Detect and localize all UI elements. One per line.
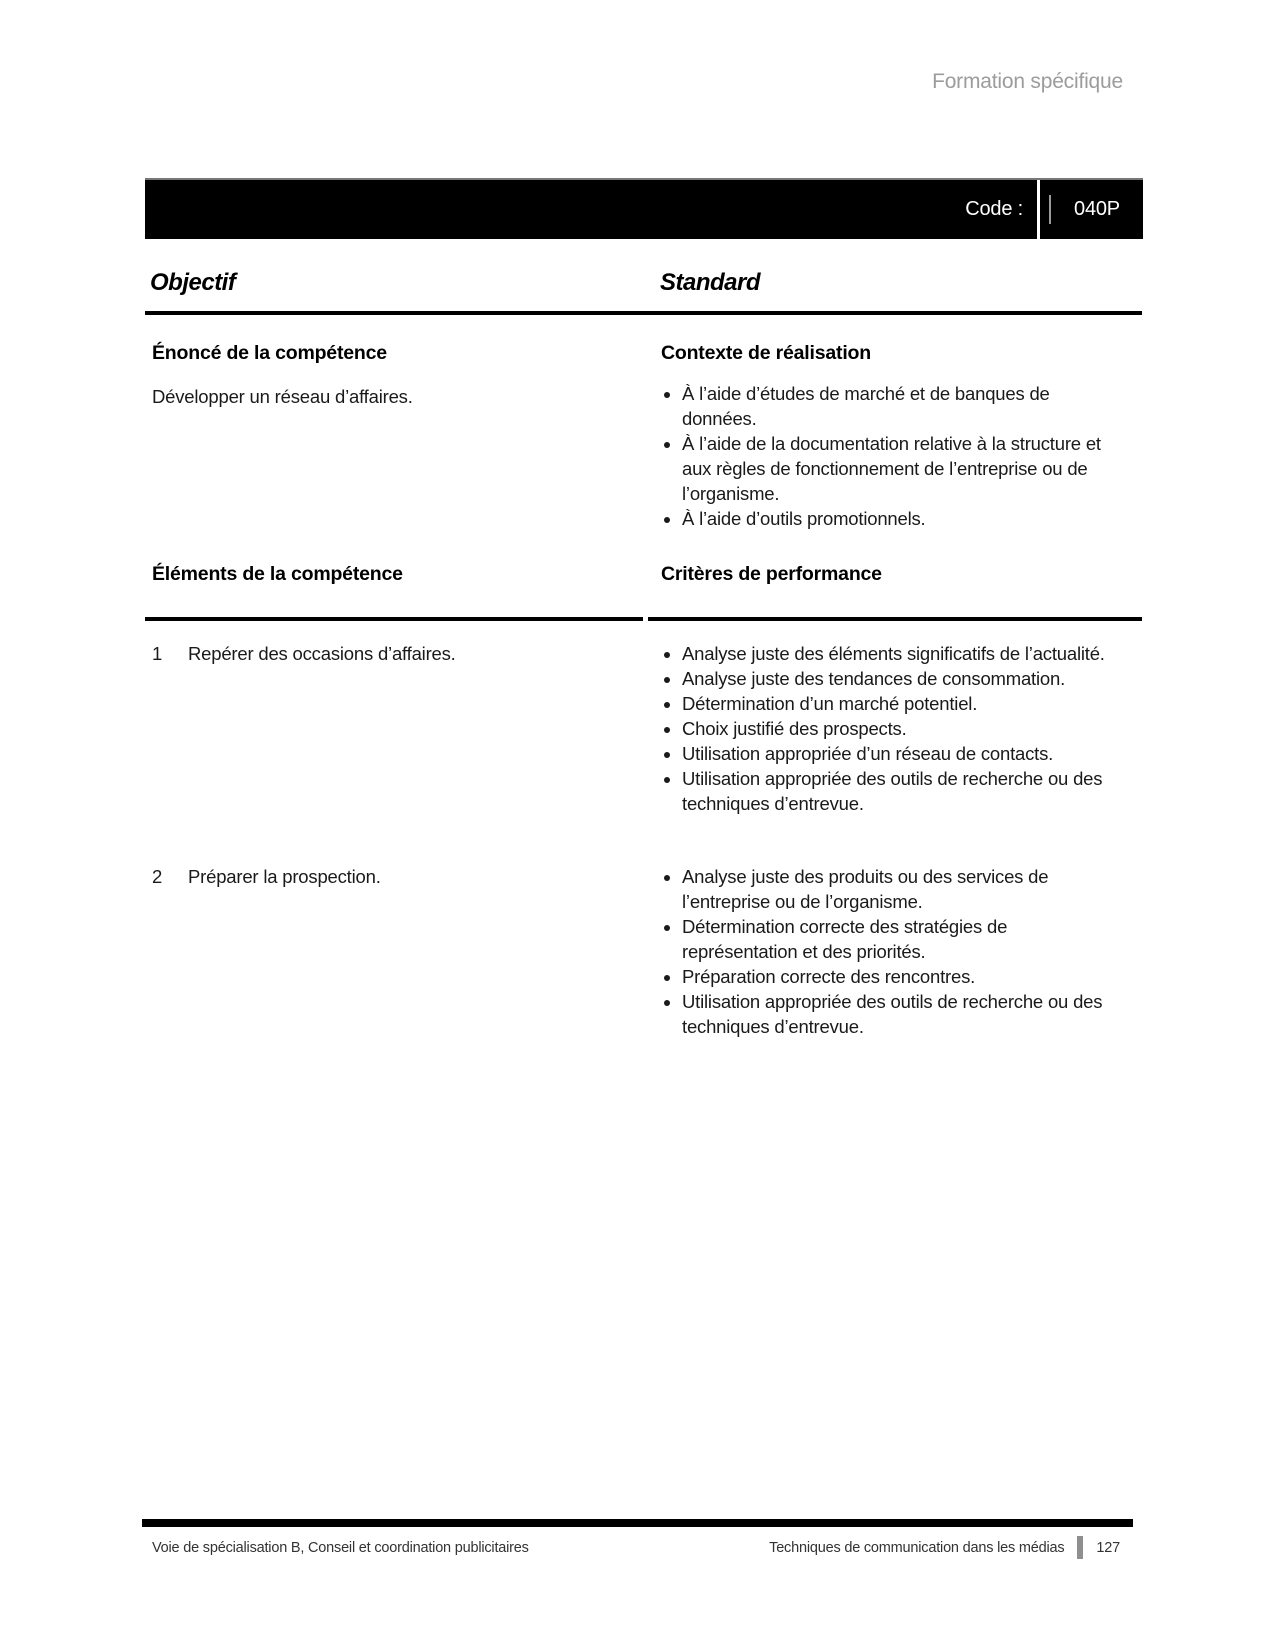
element-number: 2 (152, 866, 163, 887)
elements-rule-left (145, 617, 643, 621)
column-title-standard: Standard (660, 269, 761, 296)
criteria-item: • Préparation correcte des rencontres. (682, 964, 1127, 989)
footer-rule (142, 1519, 1133, 1527)
criteria-item: • Utilisation appropriée des outils de recherche ou des techniques d’entrevue. (682, 989, 1127, 1039)
code-divider (1037, 180, 1040, 239)
element-number: 1 (152, 643, 163, 664)
bullet-item: • À l’aide de la documentation relative à la structure et aux règles de fonctionnement de l’entreprise ou de l’organisme. (682, 431, 1127, 506)
element-label: Préparer la prospection. (188, 866, 381, 887)
footer-page-number: 127 (1096, 1539, 1120, 1556)
criteria-item: • Analyse juste des tendances de consommation. (682, 666, 1127, 691)
enonce-text: Développer un réseau d’affaires. (152, 386, 413, 407)
running-header: Formation spécifique (932, 70, 1123, 93)
code-value: 040P (1074, 198, 1120, 220)
elements-rule-right (648, 617, 1142, 621)
enonce-heading: Énoncé de la compétence (152, 342, 387, 364)
contexte-bullet-list (659, 381, 1127, 531)
footer-right-text: Techniques de communication dans les médias (769, 1539, 1065, 1556)
contexte-heading: Contexte de réalisation (661, 342, 871, 364)
footer-separator-bar (1077, 1536, 1083, 1559)
header-rule (145, 311, 1142, 315)
criteria-item: • Analyse juste des produits ou des services de l’entreprise ou de l’organisme. (682, 864, 1127, 914)
bullet-item: • À l’aide d’outils promotionnels. (682, 506, 1127, 531)
element-row-1 (152, 641, 632, 666)
criteria-list-2 (659, 864, 1127, 1039)
criteria-item: • Choix justifié des prospects. (682, 716, 1127, 741)
footer-right-group (769, 1536, 1120, 1559)
criteria-item: • Utilisation appropriée des outils de recherche ou des techniques d’entrevue. (682, 766, 1127, 816)
criteria-item: • Analyse juste des éléments significatifs de l’actualité. (682, 641, 1127, 666)
bullet-item: • À l’aide d’études de marché et de banques de données. (682, 381, 1127, 431)
code-label: Code : (965, 198, 1023, 220)
criteria-item: • Détermination d’un marché potentiel. (682, 691, 1127, 716)
elements-heading: Éléments de la compétence (152, 563, 403, 585)
criteria-item: • Détermination correcte des stratégies de représentation et des priorités. (682, 914, 1127, 964)
column-title-objectif: Objectif (150, 269, 236, 296)
criteria-heading: Critères de performance (661, 563, 882, 585)
element-row-2 (152, 864, 632, 889)
element-label: Repérer des occasions d’affaires. (188, 643, 456, 664)
code-bar (145, 178, 1143, 239)
criteria-list-1 (659, 641, 1127, 816)
footer (152, 1536, 1120, 1559)
criteria-item: • Utilisation appropriée d’un réseau de contacts. (682, 741, 1127, 766)
footer-left-text: Voie de spécialisation B, Conseil et coordination publicitaires (152, 1539, 529, 1556)
